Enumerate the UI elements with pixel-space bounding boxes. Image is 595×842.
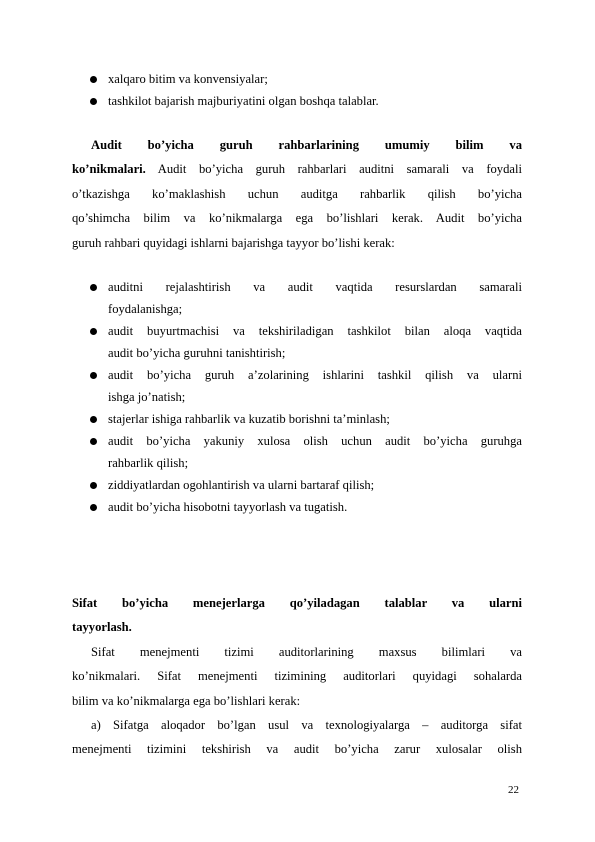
bullet-icon <box>90 438 97 445</box>
section-heading: Audit bo’yicha guruh rahbarlarining umumiy bilim va <box>91 138 522 152</box>
list-item: audit bo’yicha yakuniy xulosa olish uchun audit bo’yicha guruhga rahbarlik qilish; <box>90 430 522 474</box>
list-item: auditni rejalashtirish va audit vaqtida resurslardan samarali foydalanishga; <box>90 276 522 320</box>
list-item: ziddiyatlardan ogohlantirish va ularni bartaraf qilish; <box>90 474 522 496</box>
bullet-icon <box>90 504 97 511</box>
list-item: xalqaro bitim va konvensiyalar; <box>90 68 522 90</box>
list-item: tashkilot bajarish majburiyatini olgan boshqa talablar. <box>90 90 522 112</box>
bullet-icon <box>90 76 97 83</box>
list-item: audit bo’yicha hisobotni tayyorlash va tugatish. <box>90 496 522 518</box>
section-heading-cont: ko’nikmalari. <box>72 162 146 177</box>
section-heading: Sifat bo’yicha menejerlarga qo’yiladagan talablar va ularni <box>72 596 522 610</box>
page-number: 22 <box>508 784 519 796</box>
list-item: audit buyurtmachisi va tekshiriladigan tashkilot bilan aloqa vaqtida audit bo’yicha guruhni tanishtirish; <box>90 320 522 364</box>
bullet-icon <box>90 284 97 291</box>
bullet-icon <box>90 482 97 489</box>
list-item: audit bo’yicha guruh a’zolarining ishlarini tashkil qilish va ularni ishga jo’natish; <box>90 364 522 408</box>
bullet-list-leader-tasks <box>90 276 522 518</box>
bullet-icon <box>90 416 97 423</box>
bullet-icon <box>90 328 97 335</box>
section-team-leader-skills: Audit bo’yicha guruh rahbarlarining umumiy bilim va ko’nikmalari. Audit bo’yicha guruh rahbarlari auditni samarali va foydali o’tkazishga ko’maklashish uchun auditga rahbarlik qilish bo’yicha qo’shimcha bilim va ko’nikmalarga ega bo’lishlari kerak. Audit bo’yicha guruh rahbari quyidagi ishlarni bajarishga tayyor bo’lishi kerak: <box>72 138 522 250</box>
section-quality-managers: Sifat bo’yicha menejerlarga qo’yiladagan talablar va ularni tayyorlash. Sifat menejmenti tizimi auditorlarining maxsus bilimlari va ko’nikmalari. Sifat menejmenti tizimining auditorlari quyidagi sohalarda bilim va ko’nikmalarga ega bo’lishlari kerak: a) Sifatga aloqador bo’lgan usul va texnologiyalarga – auditorga sifat menejmenti tizimini tekshirish va audit bo’yicha zarur xulosalar olish <box>72 596 522 757</box>
section-heading-cont: tayyorlash. <box>72 620 132 635</box>
bullet-icon <box>90 98 97 105</box>
bullet-list-standards <box>90 68 522 112</box>
bullet-icon <box>90 372 97 379</box>
list-item: stajerlar ishiga rahbarlik va kuzatib borishni ta’minlash; <box>90 408 522 430</box>
